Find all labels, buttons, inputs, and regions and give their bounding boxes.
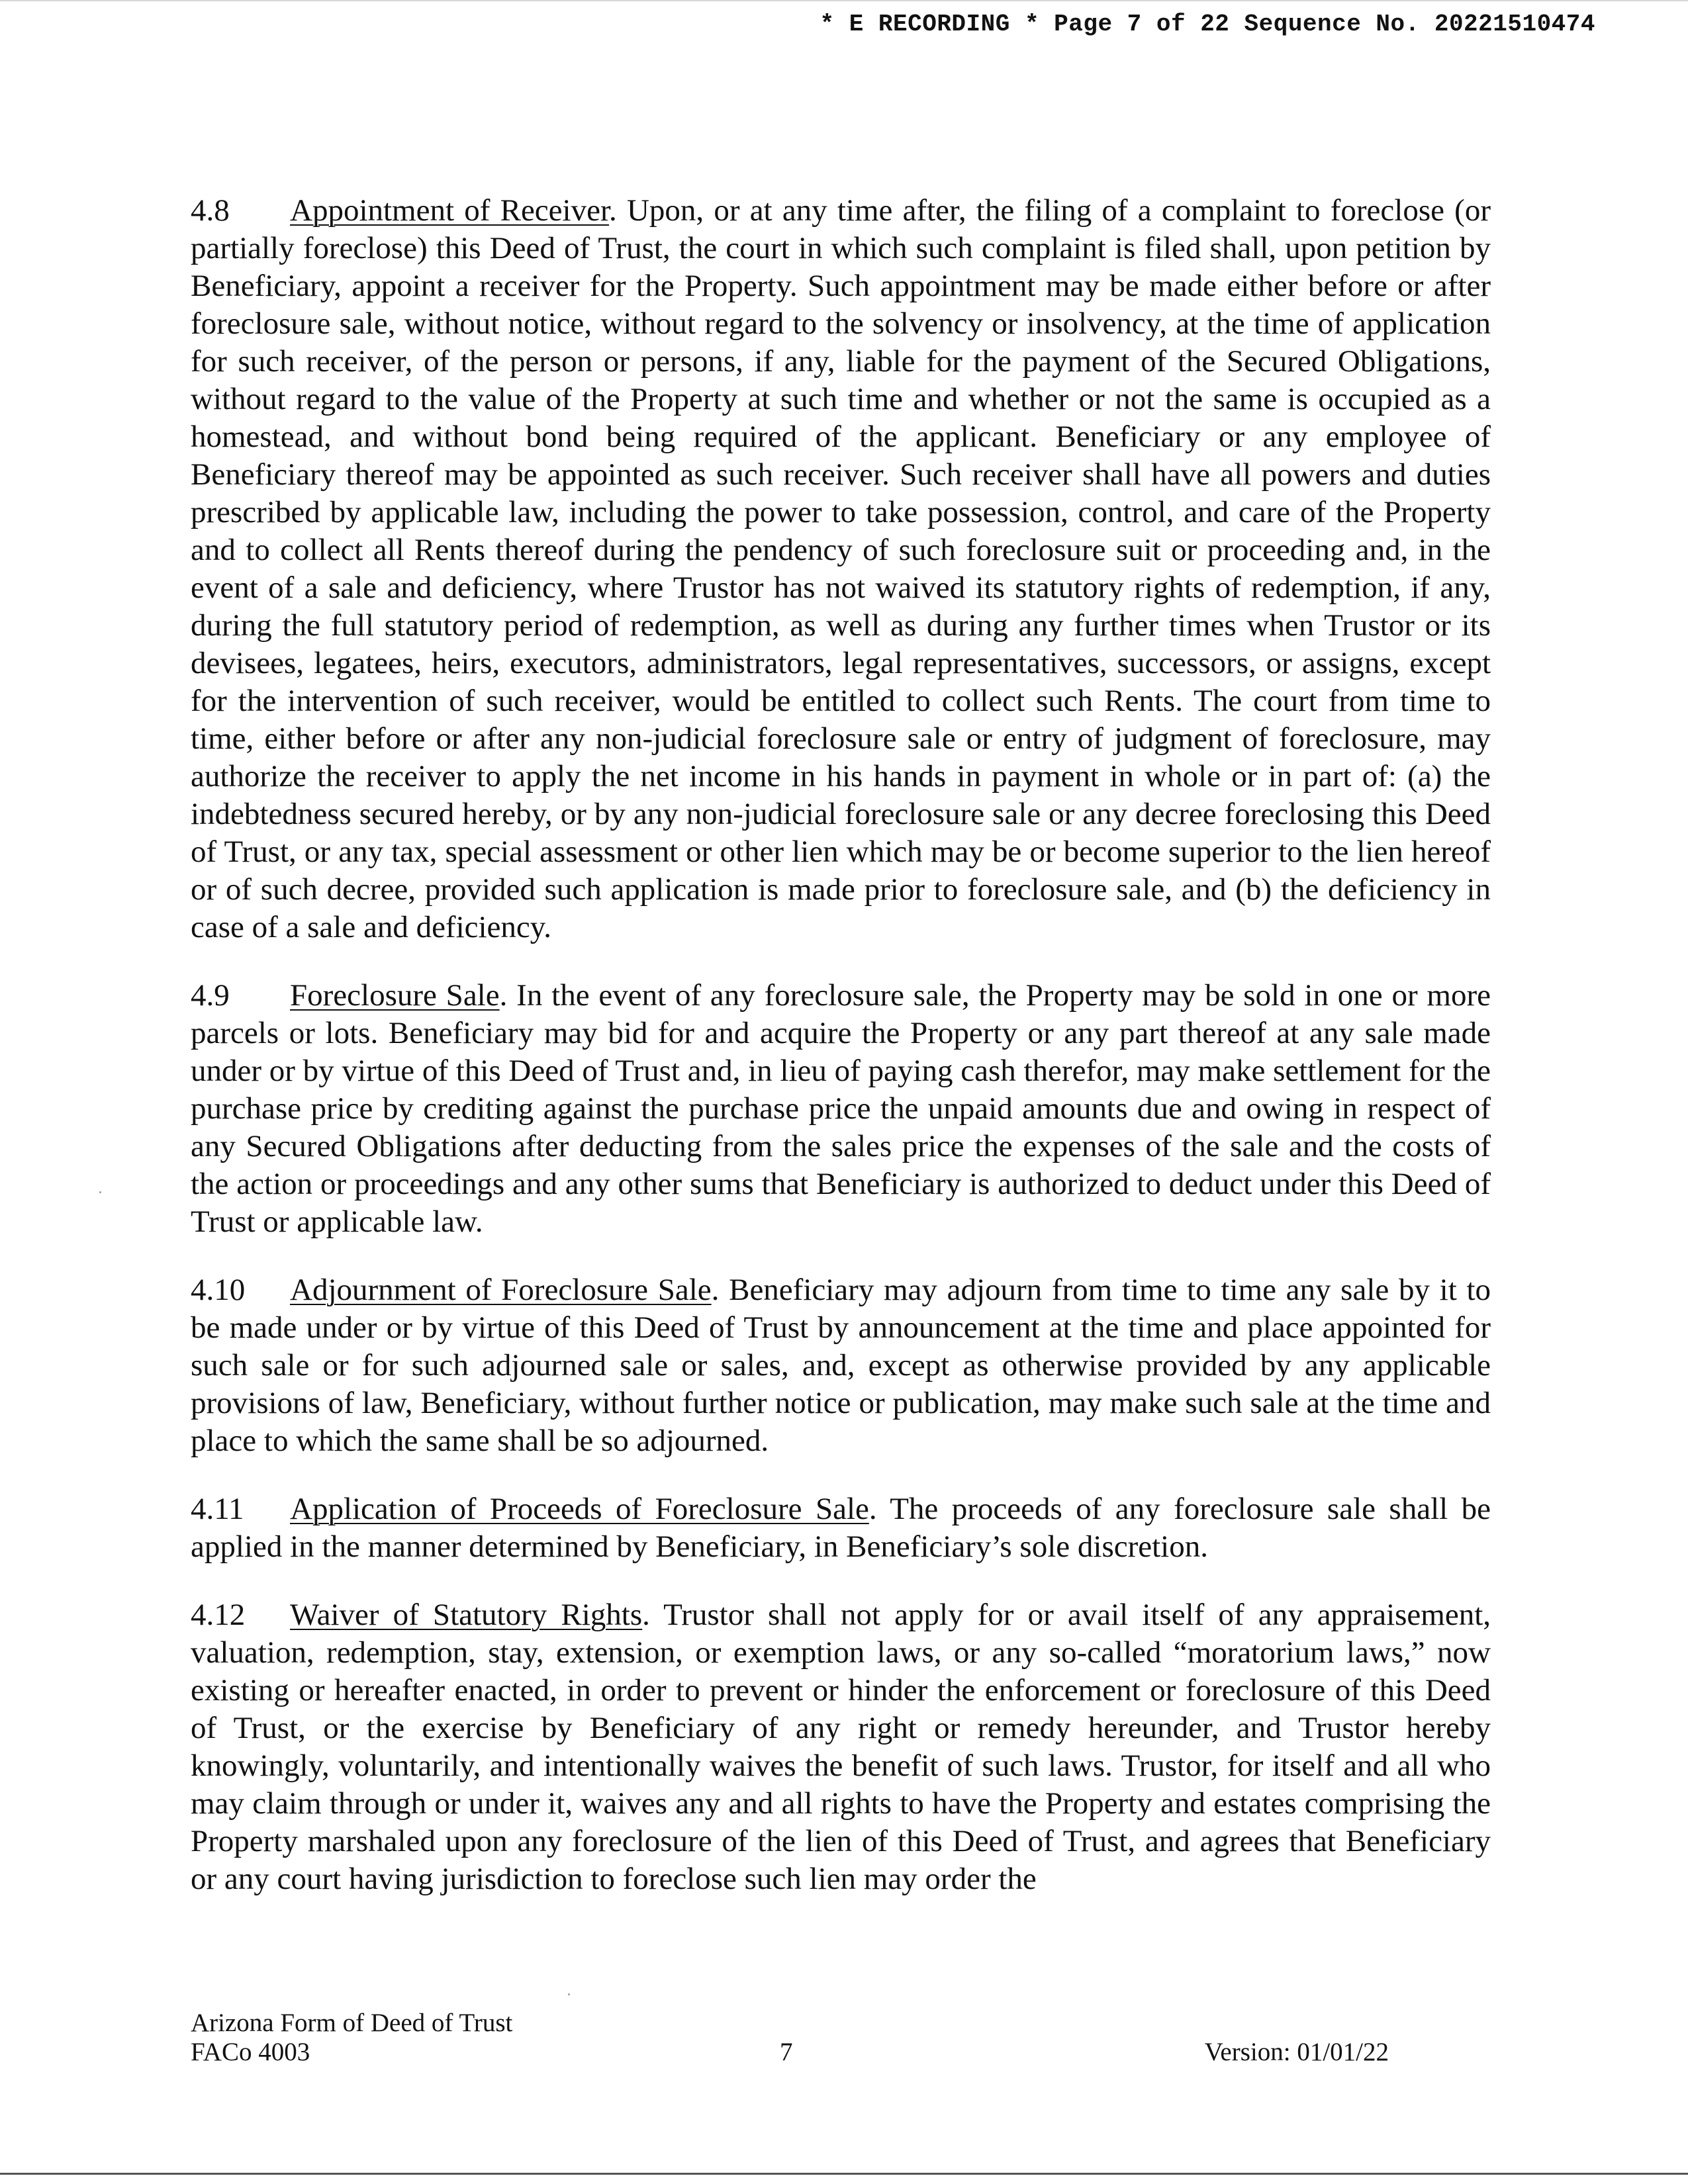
bottom-scan-edge <box>0 2173 1688 2175</box>
top-scan-edge <box>0 0 1688 1</box>
section-heading: Adjournment of Foreclosure Sale <box>290 1273 712 1307</box>
section-number: 4.10 <box>191 1273 246 1307</box>
section-text: . Trustor shall not apply for or avail itself of any appraisement, valuation, redemption, stay, extension, or exemption laws, or any so-called “moratorium laws,” now existing or hereafter enacted, in order to prevent or hinder the enforcement or foreclosure of this Deed of Trust, or the exercise by Beneficiary of any right or remedy hereunder, and Trustor hereby knowingly, voluntarily, and intentionally waives the benefit of such laws. Trustor, for itself and all who may claim through or under it, waives any and all rights to have the Property and estates comprising the Property marshaled upon any foreclosure of the lien of this Deed of Trust, and agrees that Beneficiary or any court having jurisdiction to foreclose such lien may order the <box>191 1598 1491 1896</box>
section-text: . In the event of any foreclosure sale, the Property may be sold in one or more parcels or lots. Beneficiary may bid for and acquire the Property or any part thereof at any sale made under or by virtue of this Deed of Trust and, in lieu of paying cash therefor, may make settlement for the purchase price by crediting against the purchase price the unpaid amounts due and owing in respect of any Secured Obligations after deducting from the sales price the expenses of the sale and the costs of the action or proceedings and any other sums that Beneficiary is authorized to deduct under this Deed of Trust or applicable law. <box>191 978 1491 1239</box>
section-heading: Waiver of Statutory Rights <box>290 1598 643 1632</box>
footer-form-code: FACo 4003 <box>191 2038 310 2066</box>
section-number: 4.8 <box>191 193 230 228</box>
footer-form-info <box>191 2009 512 2067</box>
section-number: 4.11 <box>191 1492 244 1526</box>
section-text: . Upon, or at any time after, the filing of a complaint to foreclose (or partially foreclose) this Deed of Trust, the court in which such complaint is filed shall, upon petition by Beneficiary, appoint a receiver for the Property. Such appointment may be made either before or after foreclosure sale, without notice, without regard to the solvency or insolvency, at the time of application for such receiver, of the person or persons, if any, liable for the payment of the Secured Obligations, without regard to the value of the Property at such time and whether or not the same is occupied as a homestead, and without bond being required of the applicant. Beneficiary or any employee of Beneficiary thereof may be appointed as such receiver. Such receiver shall have all powers and duties prescribed by applicable law, including the power to take possession, control, and care of the Property and to collect all Rents thereof during the pendency of such foreclosure suit or proceeding and, in the event of a sale and deficiency, where Trustor has not waived its statutory rights of redemption, if any, during the full statutory period of redemption, as well as during any further times when Trustor or its devisees, legatees, heirs, executors, administrators, legal representatives, successors, or assigns, except for the intervention of such receiver, would be entitled to collect such Rents. The court from time to time, either before or after any non-judicial foreclosure sale or entry of judgment of foreclosure, may authorize the receiver to apply the net income in his hands in payment in whole or in part of: (a) the indebtedness secured hereby, or by any non-judicial foreclosure sale or any decree foreclosing this Deed of Trust, or any tax, special assessment or other lien which may be or become superior to the lien hereof or of such decree, provided such application is made prior to foreclosure sale, and (b) the deficiency in case of a sale and deficiency. <box>191 193 1491 944</box>
scan-speck <box>568 1993 570 1995</box>
section-4-11 <box>191 1490 1491 1566</box>
footer-form-name: Arizona Form of Deed of Trust <box>191 2009 513 2037</box>
section-text: . Beneficiary may adjourn from time to time any sale by it to be made under or by virtue of this Deed of Trust by announcement at the time and place appointed for such sale or for such adjourned sale or sales, and, except as otherwise provided by any applicable provisions of law, Beneficiary, without further notice or publication, may make such sale at the time and place to which the same shall be so adjourned. <box>191 1273 1491 1458</box>
section-4-10 <box>191 1271 1491 1460</box>
section-number: 4.9 <box>191 978 230 1013</box>
section-text: . The proceeds of any foreclosure sale shall be applied in the manner determined by Beneficiary, in Beneficiary’s sole discretion. <box>191 1492 1491 1564</box>
footer-page-number: 7 <box>780 2038 793 2066</box>
document-body <box>191 192 1491 1929</box>
section-4-8 <box>191 192 1491 946</box>
scan-speck <box>99 1191 101 1193</box>
section-4-12 <box>191 1596 1491 1898</box>
section-heading: Appointment of Receiver <box>290 193 609 228</box>
recording-header: * E RECORDING * Page 7 of 22 Sequence No. 20221510474 <box>820 11 1595 38</box>
footer-version: Version: 01/01/22 <box>1204 2038 1389 2066</box>
section-4-9 <box>191 977 1491 1241</box>
section-heading: Foreclosure Sale <box>290 978 500 1013</box>
section-number: 4.12 <box>191 1598 246 1632</box>
section-heading: Application of Proceeds of Foreclosure Sale <box>290 1492 869 1526</box>
